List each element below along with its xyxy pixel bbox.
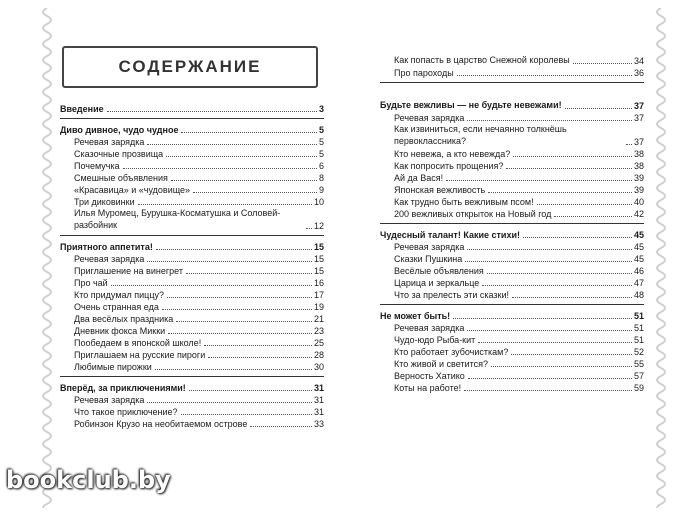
- dot-leader: [123, 168, 317, 169]
- dot-leader: [111, 285, 312, 286]
- toc-entry-title: Как извиниться, если нечаянно толкнёшь первоклассника?: [394, 124, 567, 146]
- dot-leader: [306, 228, 312, 229]
- toc-entry-title: Верность Хатико: [394, 371, 465, 381]
- toc-entry[interactable]: [380, 276, 644, 288]
- toc-entry[interactable]: [380, 207, 644, 219]
- toc-page-number: 15: [313, 242, 324, 252]
- dot-leader: [487, 273, 632, 274]
- left-wave-border: [38, 8, 56, 508]
- toc-page-number: 40: [633, 197, 644, 207]
- toc-page-number: 38: [633, 149, 644, 159]
- toc-entry[interactable]: [60, 147, 324, 159]
- dot-leader: [167, 297, 312, 298]
- toc-entry[interactable]: [60, 159, 324, 171]
- toc-page-number: 39: [633, 185, 644, 195]
- dot-leader: [506, 168, 632, 169]
- dot-leader: [537, 204, 632, 205]
- toc-entry-title: Кто работает зубочисткам?: [394, 347, 509, 357]
- section-divider: [380, 82, 644, 83]
- dot-leader: [147, 144, 317, 145]
- toc-page-number: 28: [313, 350, 324, 360]
- toc-entry-title: Три диковинки: [74, 197, 135, 207]
- toc-entry-title: Чудесный талант! Какие стихи!: [380, 230, 520, 240]
- toc-entry-title: Ай да Вася!: [394, 173, 444, 183]
- toc-page-number: 30: [313, 362, 324, 372]
- toc-entry[interactable]: [380, 171, 644, 183]
- toc-page-number: 6: [318, 161, 324, 171]
- toc-entry[interactable]: [380, 42, 644, 66]
- toc-entry-title: Весёлые объявления: [394, 266, 484, 276]
- watermark: bookclub.by: [6, 466, 171, 494]
- dot-leader: [467, 330, 632, 331]
- dot-leader: [491, 366, 632, 367]
- toc-entry-title: «Красавица» и «чудовище»: [74, 185, 191, 195]
- dot-leader: [511, 354, 632, 355]
- toc-entry[interactable]: [380, 183, 644, 195]
- toc-entry-title: Смешные объявления: [74, 173, 168, 183]
- toc-entry-title: Речевая зарядка: [394, 113, 465, 123]
- dot-leader: [478, 342, 632, 343]
- toc-entry[interactable]: [60, 135, 324, 147]
- toc-section-entry[interactable]: [380, 309, 644, 321]
- toc-entry[interactable]: [60, 252, 324, 264]
- dot-leader: [626, 144, 632, 145]
- toc-page-number: 31: [313, 383, 324, 393]
- dot-leader: [166, 156, 317, 157]
- toc-entry-title: Приятного аппетита!: [60, 242, 153, 252]
- toc-entry-title: Речевая зарядка: [394, 323, 465, 333]
- toc-page-number: 37: [633, 101, 644, 111]
- toc-page-number: 39: [633, 173, 644, 183]
- toc-page-number: 31: [313, 407, 324, 417]
- toc-entry-title: Дневник фокса Микки: [74, 326, 166, 336]
- toc-entry-title: Введение: [60, 104, 104, 114]
- dot-leader: [573, 63, 632, 64]
- toc-left-column: [60, 102, 324, 429]
- toc-page-number: 47: [633, 278, 644, 288]
- toc-section-entry[interactable]: [60, 381, 324, 393]
- toc-page-number: 9: [318, 185, 324, 195]
- dot-leader: [453, 318, 632, 319]
- toc-page-number: 38: [633, 161, 644, 171]
- toc-entry-title: Речевая зарядка: [394, 242, 465, 252]
- toc-page-number: 42: [633, 209, 644, 219]
- toc-entry[interactable]: [380, 381, 644, 393]
- toc-entry-title: Очень странная еда: [74, 302, 159, 312]
- toc-page-number: 5: [318, 149, 324, 159]
- toc-page-number: 55: [633, 359, 644, 369]
- toc-page-number: 16: [313, 278, 324, 288]
- toc-entry[interactable]: [60, 183, 324, 195]
- toc-entry[interactable]: [380, 252, 644, 264]
- toc-page-number: 21: [313, 314, 324, 324]
- toc-page-number: 17: [313, 290, 324, 300]
- toc-page-number: 51: [633, 335, 644, 345]
- dot-leader: [181, 132, 317, 133]
- toc-entry[interactable]: [60, 171, 324, 183]
- toc-entry[interactable]: [60, 324, 324, 336]
- dot-leader: [176, 321, 312, 322]
- toc-entry[interactable]: [380, 159, 644, 171]
- toc-entry-title: Кто придумал пиццу?: [74, 290, 164, 300]
- section-divider: [60, 118, 324, 119]
- toc-entry[interactable]: [60, 348, 324, 360]
- toc-entry[interactable]: [380, 288, 644, 300]
- toc-entry[interactable]: [60, 300, 324, 312]
- toc-entry[interactable]: [60, 195, 324, 207]
- toc-page-number: 51: [633, 311, 644, 321]
- dot-leader: [107, 111, 317, 112]
- toc-entry-title: Кто невежа, а кто невежда?: [394, 149, 511, 159]
- toc-entry-title: 200 вежливых открыток на Новый год: [394, 209, 552, 219]
- toc-entry-title: Пообедаем в японской школе!: [74, 338, 202, 348]
- dot-leader: [464, 390, 632, 391]
- toc-page-number: 34: [633, 56, 644, 66]
- dot-leader: [565, 108, 632, 109]
- dot-leader: [147, 261, 312, 262]
- toc-entry-title: Что за прелесть эти сказки!: [394, 290, 509, 300]
- dot-leader: [189, 390, 312, 391]
- toc-entry-title: Как попросить прощения?: [394, 161, 504, 171]
- dot-leader: [162, 309, 312, 310]
- dot-leader: [467, 120, 632, 121]
- toc-page-number: 19: [313, 302, 324, 312]
- dot-leader: [467, 249, 632, 250]
- dot-leader: [465, 261, 632, 262]
- toc-entry[interactable]: [60, 276, 324, 288]
- dot-leader: [208, 357, 312, 358]
- toc-entry[interactable]: [60, 393, 324, 405]
- dot-leader: [488, 192, 632, 193]
- toc-entry[interactable]: [380, 369, 644, 381]
- toc-entry[interactable]: [60, 405, 324, 417]
- toc-page-number: 12: [313, 221, 324, 231]
- toc-page-number: 52: [633, 347, 644, 357]
- section-divider: [60, 376, 324, 377]
- dot-leader: [512, 297, 632, 298]
- dot-leader: [523, 237, 632, 238]
- dot-leader: [168, 333, 312, 334]
- toc-entry-title: Что такое приключение?: [74, 407, 178, 417]
- dot-leader: [513, 156, 632, 157]
- toc-page-number: 3: [318, 104, 324, 114]
- dot-leader: [482, 285, 632, 286]
- toc-section-entry[interactable]: [60, 102, 324, 114]
- toc-entry[interactable]: [380, 333, 644, 345]
- toc-entry[interactable]: [380, 240, 644, 252]
- toc-entry[interactable]: [380, 123, 644, 147]
- toc-page-number: 51: [633, 323, 644, 333]
- toc-entry-title: Сказки Пушкина: [394, 254, 463, 264]
- toc-entry[interactable]: [60, 312, 324, 324]
- dot-leader: [181, 414, 312, 415]
- toc-entry[interactable]: [380, 345, 644, 357]
- toc-entry-title: Вперёд, за приключениями!: [60, 383, 186, 393]
- dot-leader: [147, 402, 312, 403]
- toc-entry-title: Не может быть!: [380, 311, 451, 321]
- dot-leader: [446, 180, 632, 181]
- toc-entry-title: Коты на работе!: [394, 383, 462, 393]
- toc-entry[interactable]: [380, 111, 644, 123]
- dot-leader: [171, 180, 317, 181]
- toc-page-number: 37: [633, 113, 644, 123]
- dot-leader: [193, 192, 317, 193]
- toc-entry-title: Приглашение на винегрет: [74, 266, 183, 276]
- toc-entry-title: Илья Муромец, Бурушка-Косматушка и Соловей-разбойник: [74, 208, 281, 230]
- toc-page-number: 33: [313, 419, 324, 429]
- toc-page-number: 37: [633, 137, 644, 147]
- dot-leader: [250, 426, 312, 427]
- toc-entry-title: Любимые пирожки: [74, 362, 152, 372]
- toc-entry[interactable]: [380, 195, 644, 207]
- toc-section-entry[interactable]: [60, 240, 324, 252]
- dot-leader: [155, 369, 312, 370]
- toc-entry[interactable]: [60, 336, 324, 348]
- toc-entry[interactable]: [60, 360, 324, 372]
- toc-entry-title: Про пароходы: [394, 68, 454, 78]
- contents-heading: СОДЕРЖАНИЕ: [118, 57, 262, 76]
- toc-page-number: 8: [318, 173, 324, 183]
- toc-section-entry[interactable]: [60, 123, 324, 135]
- dot-leader: [204, 345, 312, 346]
- toc-page-number: 31: [313, 395, 324, 405]
- dot-leader: [156, 249, 312, 250]
- toc-entry-title: Как трудно быть вежливым псом!: [394, 197, 534, 207]
- toc-entry-title: Японская вежливость: [394, 185, 486, 195]
- toc-entry[interactable]: [380, 321, 644, 333]
- dot-leader: [138, 204, 312, 205]
- dot-leader: [186, 273, 312, 274]
- right-wave-border: [652, 8, 670, 508]
- toc-entry-title: Почемучка: [74, 161, 120, 171]
- toc-entry-title: Про чай: [74, 278, 108, 288]
- toc-entry-title: Речевая зарядка: [74, 254, 145, 264]
- dot-leader: [554, 216, 632, 217]
- toc-entry-title: Будьте вежливы — не будьте невежами!: [380, 100, 562, 110]
- toc-entry-title: Диво дивное, чудо чудное: [60, 125, 179, 135]
- toc-entry-title: Приглашаем на русские пироги: [74, 350, 206, 360]
- toc-entry-title: Два весёлых праздника: [74, 314, 174, 324]
- toc-page-number: 59: [633, 383, 644, 393]
- toc-page-number: 23: [313, 326, 324, 336]
- toc-entry-title: Чудо-юдо Рыба-кит: [394, 335, 476, 345]
- toc-page-number: 45: [633, 254, 644, 264]
- section-divider: [380, 304, 644, 305]
- toc-page-number: 48: [633, 290, 644, 300]
- toc-page-number: 57: [633, 371, 644, 381]
- toc-page-number: 15: [313, 254, 324, 264]
- toc-page-number: 36: [633, 68, 644, 78]
- toc-page-number: 5: [318, 137, 324, 147]
- toc-entry[interactable]: [60, 264, 324, 276]
- toc-page-number: 45: [633, 242, 644, 252]
- toc-page-number: 45: [633, 230, 644, 240]
- toc-entry-title: Робинзон Крузо на необитаемом острове: [74, 419, 248, 429]
- toc-entry[interactable]: [60, 207, 324, 231]
- toc-page-number: 46: [633, 266, 644, 276]
- toc-page-number: 15: [313, 266, 324, 276]
- toc-entry[interactable]: [380, 147, 644, 159]
- toc-entry-title: Царица и зеркальце: [394, 278, 480, 288]
- toc-right-column: [380, 42, 644, 393]
- toc-entry-title: Речевая зарядка: [74, 395, 145, 405]
- toc-entry[interactable]: [60, 417, 324, 429]
- section-divider: [60, 235, 324, 236]
- toc-page-number: 10: [313, 197, 324, 207]
- contents-heading-box: [62, 46, 318, 88]
- toc-entry-title: Речевая зарядка: [74, 137, 145, 147]
- toc-page-number: 25: [313, 338, 324, 348]
- dot-leader: [457, 75, 632, 76]
- toc-entry-title: Как попасть в царство Снежной королевы: [394, 55, 570, 65]
- toc-entry[interactable]: [380, 357, 644, 369]
- toc-entry-title: Кто живой и светится?: [394, 359, 488, 369]
- toc-entry-title: Сказочные прозвища: [74, 149, 164, 159]
- toc-entry[interactable]: [380, 66, 644, 78]
- toc-page-number: 5: [318, 125, 324, 135]
- section-divider: [380, 223, 644, 224]
- toc-entry[interactable]: [380, 264, 644, 276]
- toc-section-entry[interactable]: [380, 87, 644, 111]
- toc-entry[interactable]: [60, 288, 324, 300]
- dot-leader: [468, 378, 632, 379]
- toc-section-entry[interactable]: [380, 228, 644, 240]
